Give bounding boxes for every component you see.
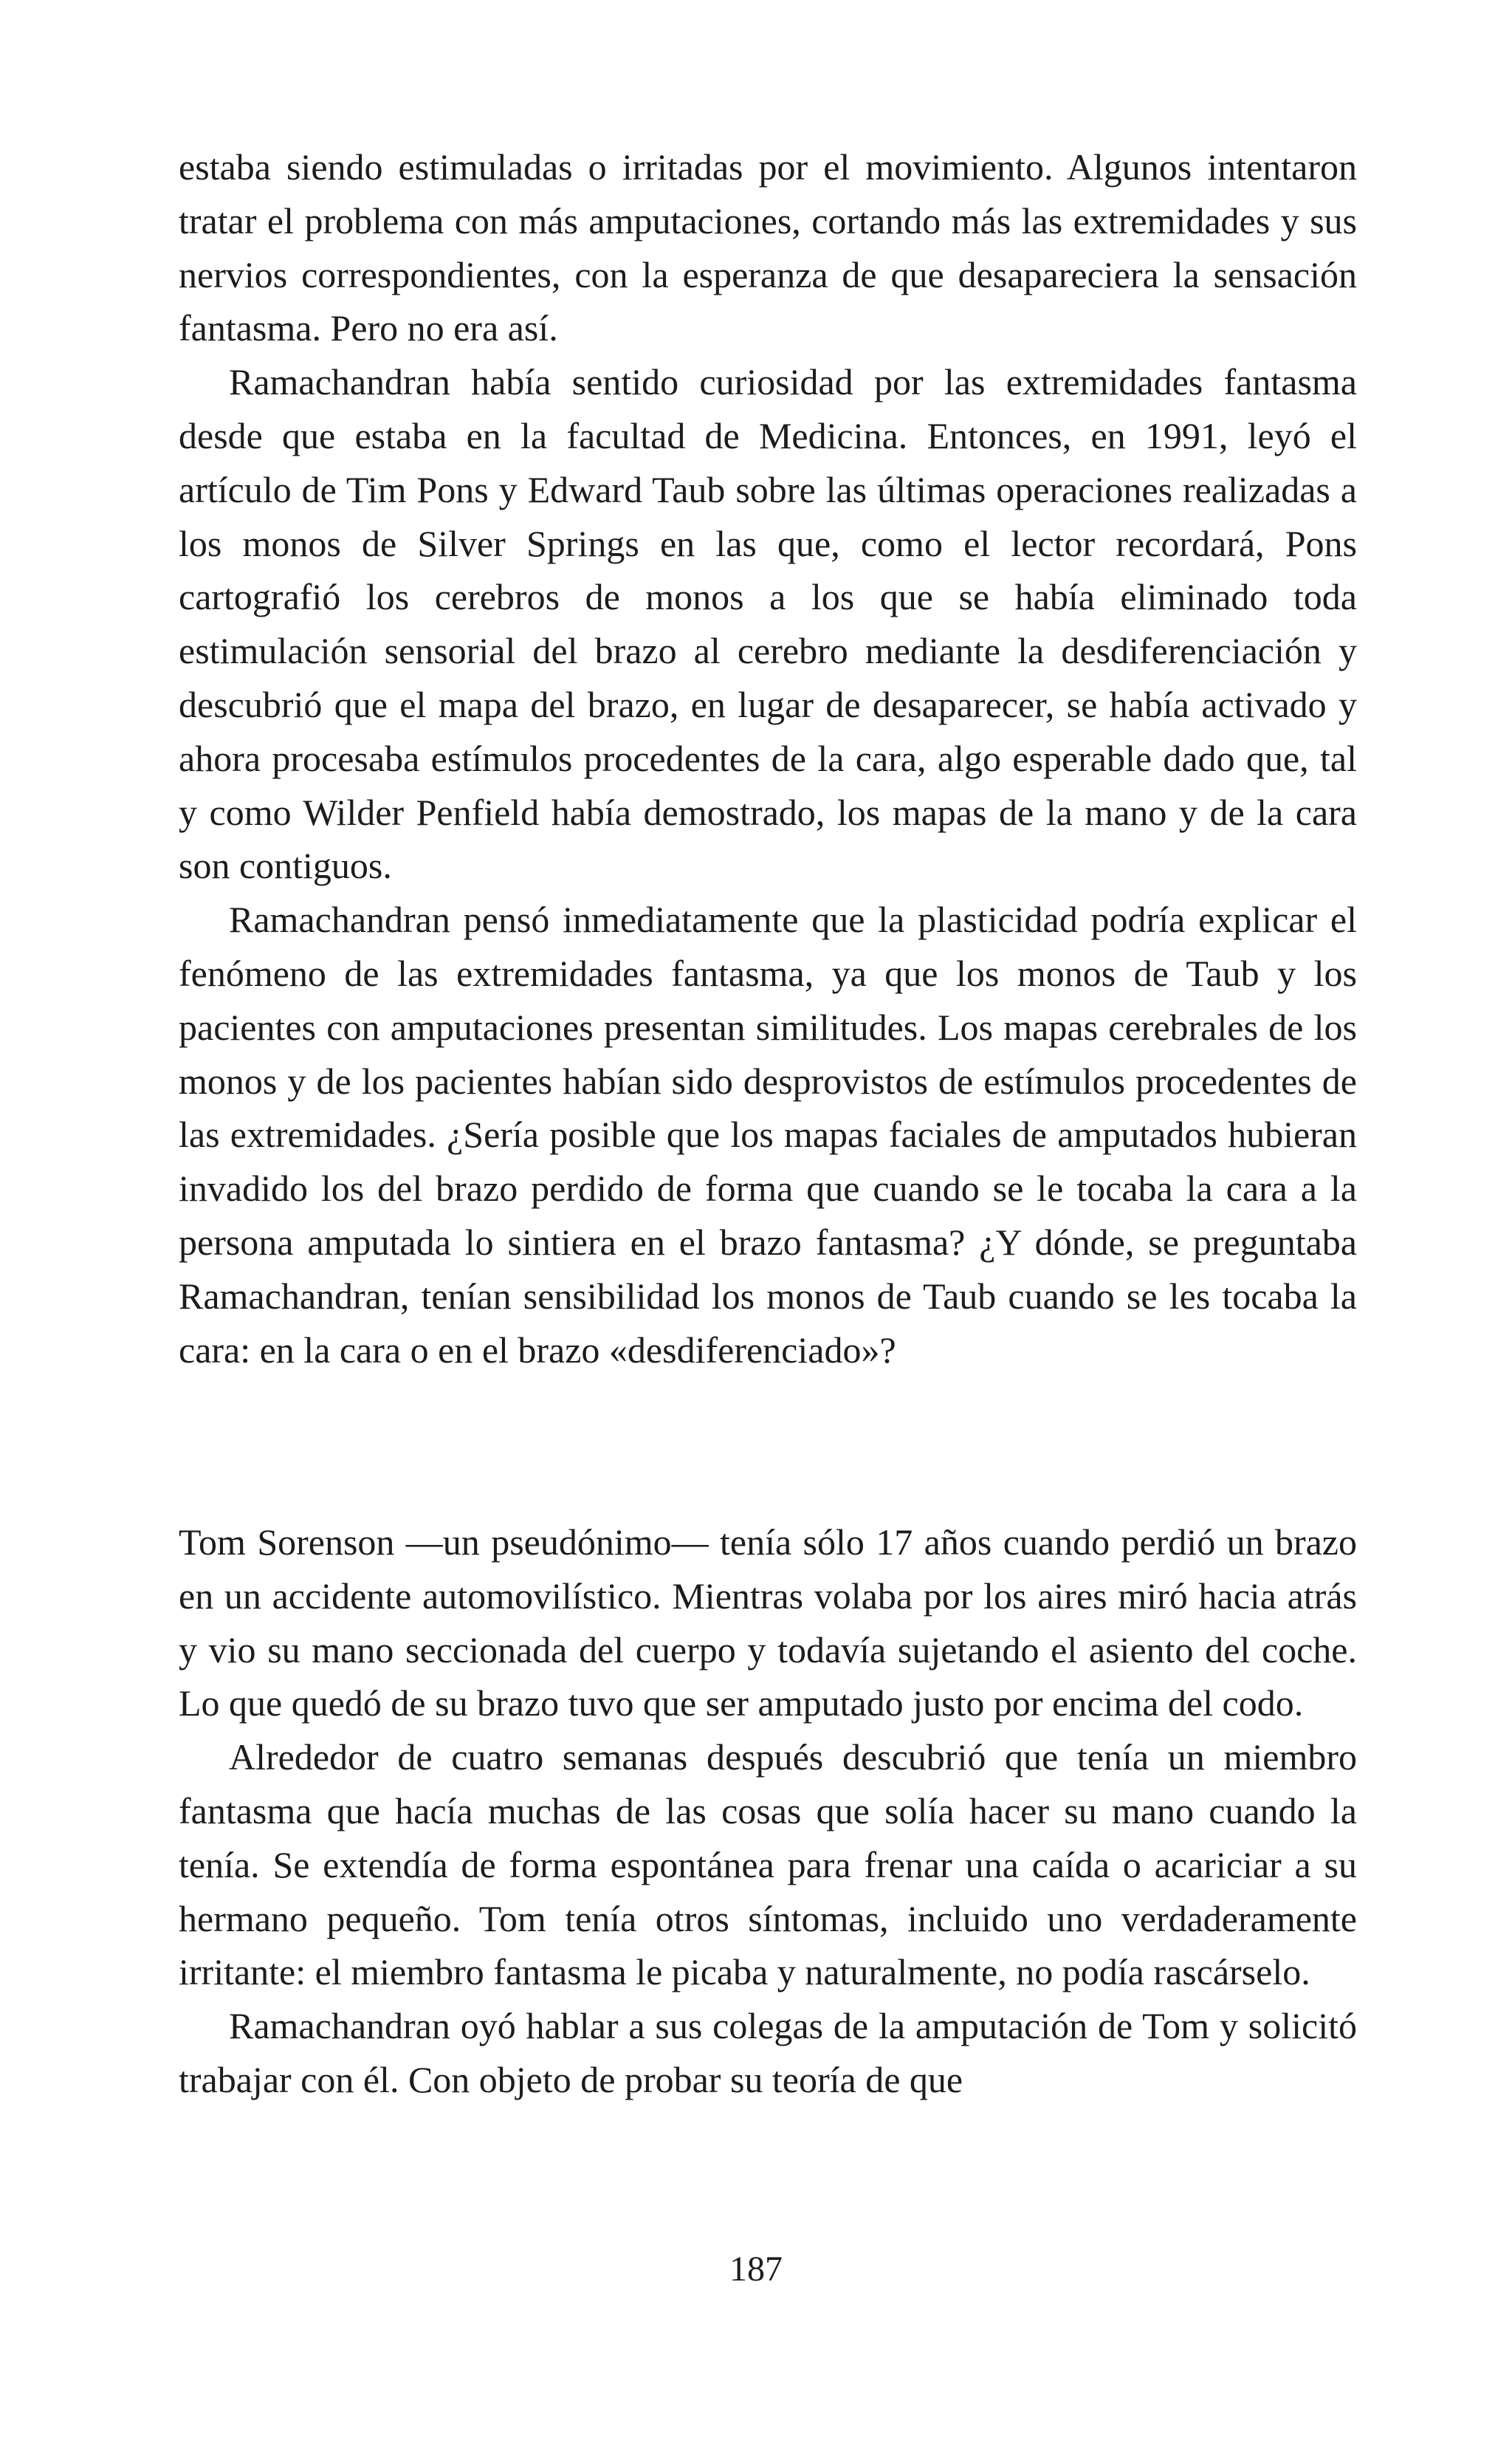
paragraph-continued: estaba siendo estimuladas o irritadas por el movimiento. Algunos intentaron tratar el problema con más amputaciones, cortando más las extremidades y sus nervios correspondientes, con la esperanza de que desapareciera la sensación fantasma. Pero no era así.: [179, 146, 1357, 349]
paragraph-ramachandran-tom: Ramachandran oyó hablar a sus colegas de la amputación de Tom y solicitó trabajar con él. Con objeto de probar su teoría de que: [179, 2005, 1357, 2100]
page-number: 187: [729, 2249, 783, 2289]
text-block-lower: [179, 1515, 1357, 2107]
paragraph-tom-sorenson: Tom Sorenson —un pseudónimo— tenía sólo 17 años cuando perdió un brazo en un accidente automovilístico. Mientras volaba por los aires miró hacia atrás y vio su mano seccionada del cuerpo y todavía sujetando el asiento del coche. Lo que quedó de su brazo tuvo que ser amputado justo por encima del codo.: [179, 1521, 1357, 1724]
text-block-upper: [179, 140, 1357, 1377]
paragraph-phantom-member: Alrededor de cuatro semanas después descubrió que tenía un miembro fantasma que hacía muchas de las cosas que solía hacer su mano cuando la tenía. Se extendía de forma espontánea para frenar una caída o acariciar a su hermano pequeño. Tom tenía otros síntomas, incluido uno verdaderamente irritante: el miembro fantasma le picaba y naturalmente, no podía rascárselo.: [179, 1736, 1357, 1993]
paragraph-plasticity-hypothesis: Ramachandran pensó inmediatamente que la plasticidad podría explicar el fenómeno de las extremidades fantasma, ya que los monos de Taub y los pacientes con amputaciones presentan similitudes. Los mapas cerebrales de los monos y de los pacientes habían sido desprovistos de estímulos procedentes de las extremidades. ¿Sería posible que los mapas faciales de amputados hubieran invadido los del brazo perdido de forma que cuando se le tocaba la cara a la persona amputada lo sintiera en el brazo fantasma? ¿Y dónde, se preguntaba Ramachandran, tenían sensibilidad los monos de Taub cuando se les tocaba la cara: en la cara o en el brazo «desdiferenciado»?: [179, 899, 1357, 1371]
paragraph-ramachandran-curiosity: Ramachandran había sentido curiosidad por las extremidades fantasma desde que estaba en la facultad de Medicina. Entonces, en 1991, leyó el artículo de Tim Pons y Edward Taub sobre las últimas operaciones realizadas a los monos de Silver Springs en las que, como el lector recordará, Pons cartografió los cerebros de monos a los que se había eliminado toda estimulación sensorial del brazo al cerebro mediante la desdiferenciación y descubrió que el mapa del brazo, en lugar de desaparecer, se había activado y ahora procesaba estímulos procedentes de la cara, algo esperable dado que, tal y como Wilder Penfield había demostrado, los mapas de la mano y de la cara son contiguos.: [179, 361, 1357, 887]
